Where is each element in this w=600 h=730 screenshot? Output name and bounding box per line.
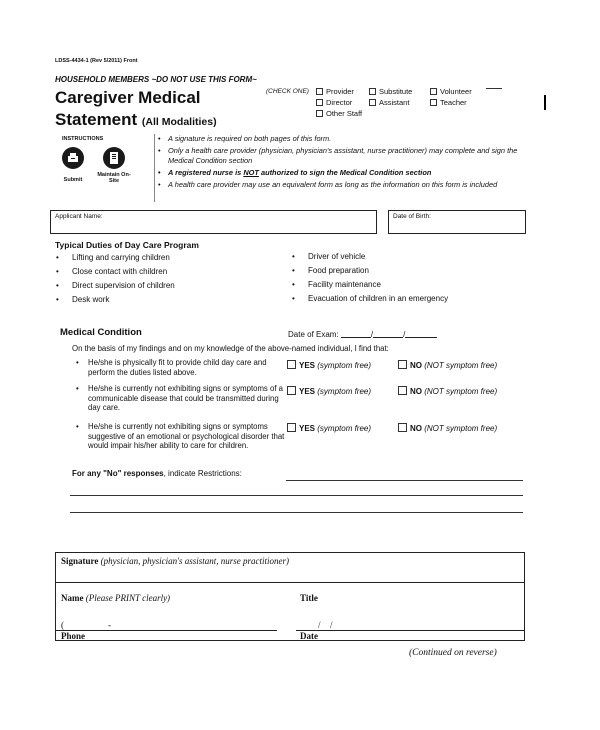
checkbox-icon[interactable] — [287, 360, 296, 369]
checkbox-icon[interactable] — [398, 386, 407, 395]
checkbox-icon[interactable] — [316, 88, 323, 95]
text-cursor — [544, 95, 546, 110]
maintain-label: Maintain On-Site — [97, 172, 131, 184]
role-teacher-label: Teacher — [440, 98, 467, 107]
phone-line[interactable] — [55, 630, 277, 631]
duty-item: • Close contact with children — [56, 265, 175, 279]
checkbox-icon[interactable] — [369, 99, 376, 106]
duties-list-right — [292, 250, 448, 306]
condition-item: • He/she is currently not exhibiting signs or symptoms suggestive of an emotional or psychological disorder that would impair his/her ability to care for children. — [76, 422, 293, 451]
no-option[interactable] — [398, 423, 497, 433]
title-label: Title — [300, 593, 318, 603]
instruction-item — [158, 168, 528, 178]
restrictions-line[interactable] — [70, 495, 523, 496]
medical-condition-heading: Medical Condition — [60, 327, 142, 338]
yes-label: YES — [299, 424, 316, 433]
yes-option[interactable] — [287, 423, 371, 433]
date-slash: / — [330, 620, 333, 630]
role-substitute[interactable] — [369, 87, 412, 96]
role-director[interactable] — [316, 98, 352, 107]
date-line[interactable] — [296, 630, 525, 631]
checkbox-icon[interactable] — [398, 423, 407, 432]
form-title-line2 — [55, 110, 217, 130]
instruction-item-post: authorized to sign the Medical Condition section — [258, 168, 432, 177]
date-of-exam: Date of Exam: / / — [288, 328, 437, 339]
exam-month-field[interactable] — [341, 328, 371, 338]
condition-item: • He/she is currently not exhibiting signs or symptoms of a communicable disease that could be transmitted during day care. — [76, 384, 293, 413]
restrictions-line[interactable] — [286, 480, 523, 481]
no-note: (NOT symptom free) — [424, 424, 498, 433]
maintain-icon — [103, 147, 125, 169]
no-label: NO — [410, 361, 422, 370]
date-slash: / — [318, 620, 321, 630]
submit-label: Submit — [63, 177, 83, 183]
duty-item: • Desk work — [56, 293, 175, 307]
restrictions-rest: , indicate Restrictions: — [163, 469, 242, 478]
duty-item: • Evacuation of children in an emergency — [292, 292, 448, 306]
restrictions-bold: For any "No" responses — [72, 469, 164, 478]
checkbox-icon[interactable] — [316, 99, 323, 106]
role-volunteer[interactable] — [430, 87, 472, 96]
checkbox-icon[interactable] — [287, 423, 296, 432]
phone-dash: - — [108, 620, 111, 630]
applicant-row — [50, 210, 526, 234]
check-one-label: (CHECK ONE) — [266, 88, 309, 95]
duties-heading: Typical Duties of Day Care Program — [55, 240, 199, 250]
role-director-label: Director — [326, 98, 353, 107]
instruction-item: • A health care provider may use an equivalent form as long as the information on this form is included — [158, 180, 528, 190]
instructions-title: INSTRUCTIONS — [62, 136, 104, 142]
duty-item: • Lifting and carrying children — [56, 251, 175, 265]
instruction-item: • Only a health care provider (physician, physician's assistant, nurse practitioner) may complete and sign the Medical Condition section — [158, 146, 528, 166]
form-title-line1: Caregiver Medical — [55, 88, 201, 107]
checkbox-icon[interactable] — [287, 386, 296, 395]
role-assistant[interactable] — [369, 98, 409, 107]
role-provider[interactable] — [316, 87, 354, 96]
yes-label: YES — [299, 361, 316, 370]
name-note: (Please PRINT clearly) — [85, 593, 171, 603]
date-of-birth-label: Date of Birth: — [393, 213, 431, 220]
role-other-staff[interactable] — [316, 109, 362, 118]
instruction-not: NOT — [243, 168, 259, 177]
no-note: (NOT symptom free) — [424, 361, 498, 370]
continued-note: (Continued on reverse) — [409, 648, 497, 658]
role-substitute-label: Substitute — [379, 87, 413, 96]
yes-option[interactable] — [287, 360, 371, 370]
yes-note: (symptom free) — [317, 387, 372, 396]
applicant-name-field[interactable] — [50, 210, 377, 234]
duties-list-left — [56, 251, 175, 307]
phone-paren: ( — [61, 620, 64, 630]
duty-item: • Driver of vehicle — [292, 250, 448, 264]
yes-note: (symptom free) — [317, 361, 372, 370]
basis-statement: On the basis of my findings and on my knowledge of the above-named individual, I find that: — [72, 344, 389, 353]
duty-item: • Food preparation — [292, 264, 448, 278]
checkbox-icon[interactable] — [398, 360, 407, 369]
household-note: HOUSEHOLD MEMBERS ~DO NOT USE THIS FORM~ — [55, 75, 257, 84]
duty-item: • Direct supervision of children — [56, 279, 175, 293]
instruction-item: • A signature is required on both pages of this form. — [158, 134, 528, 144]
role-provider-label: Provider — [326, 87, 354, 96]
signature-label — [61, 556, 289, 566]
condition-item: • He/she is physically fit to provide child day care and perform the duties listed above. — [76, 358, 293, 377]
form-title-sub: (All Modalities) — [141, 116, 217, 128]
form-title-statement: Statement — [55, 110, 138, 129]
name-bold: Name — [61, 593, 84, 603]
no-label: NO — [410, 424, 422, 433]
signature-note: (physician, physician's assistant, nurse practitioner) — [100, 556, 290, 566]
checkbox-icon[interactable] — [316, 110, 323, 117]
checkbox-icon[interactable] — [369, 88, 376, 95]
role-volunteer-label: Volunteer — [440, 87, 472, 96]
yes-option[interactable] — [287, 386, 371, 396]
instruction-item-pre: A registered nurse is — [168, 168, 244, 177]
phone-label: Phone — [61, 631, 86, 641]
no-option[interactable] — [398, 386, 497, 396]
no-label: NO — [410, 387, 422, 396]
instruction-list — [158, 134, 528, 192]
checkbox-icon[interactable] — [430, 88, 437, 95]
exam-day-field[interactable] — [373, 328, 403, 338]
no-note: (NOT symptom free) — [424, 387, 498, 396]
submit-icon — [62, 147, 84, 169]
role-teacher[interactable] — [430, 98, 467, 107]
exam-year-field[interactable] — [405, 328, 437, 338]
date-of-exam-label: Date of Exam: — [288, 330, 339, 339]
yes-label: YES — [299, 387, 316, 396]
name-label — [61, 593, 170, 603]
role-other-staff-label: Other Staff — [326, 109, 363, 118]
no-option[interactable] — [398, 360, 497, 370]
date-label: Date — [300, 631, 318, 641]
header-dash — [486, 88, 502, 89]
duty-item: • Facility maintenance — [292, 278, 448, 292]
checkbox-icon[interactable] — [430, 99, 437, 106]
yes-note: (symptom free) — [317, 424, 372, 433]
restrictions-line[interactable] — [70, 512, 523, 513]
signature-bold: Signature — [61, 556, 99, 566]
signature-line[interactable] — [55, 582, 525, 583]
applicant-name-label: Applicant Name: — [55, 213, 103, 220]
role-assistant-label: Assistant — [379, 98, 410, 107]
date-of-birth-field[interactable] — [388, 210, 526, 234]
form-number: LDSS-4434-1 (Rev 5/2011) Front — [55, 58, 138, 64]
restrictions-label — [72, 469, 242, 478]
